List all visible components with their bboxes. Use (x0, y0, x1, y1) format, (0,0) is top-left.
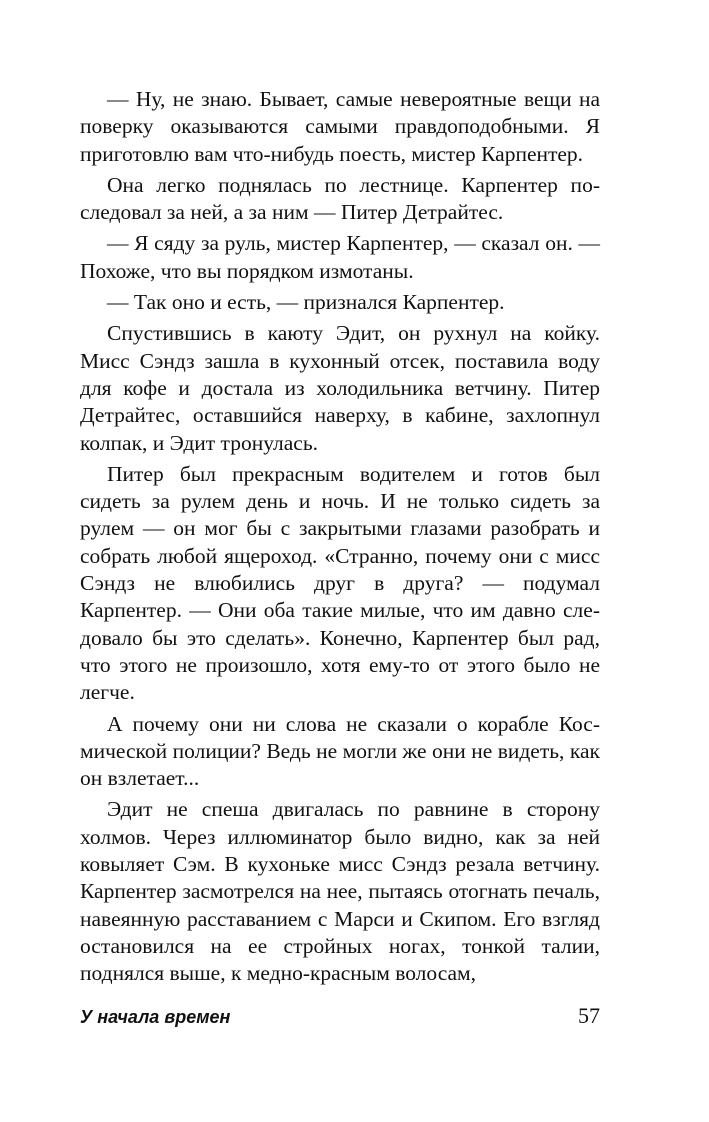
page-number: 57 (578, 1003, 600, 1028)
paragraph: — Ну, не знаю. Бывает, самые невероятные вещи на поверку оказываются самыми правдоподобными. Я приготовлю вам что-нибудь поесть, мистер Карпентер. (80, 87, 600, 166)
paragraph: — Так оно и есть, — признался Карпентер. (107, 290, 505, 315)
body-text (80, 86, 600, 992)
page-footer (80, 1003, 600, 1029)
paragraph: А почему они ни слова не сказали о корабле Космической полиции? Ведь не могли же они не видеть, как он взлетает... (80, 711, 600, 791)
paragraph: Спустившись в каюту Эдит, он рухнул на койку. Мисс Сэндз зашла в кухонный отсек, поставила воду для кофе и достала из холодильника ветчину. Питер Детрайтес, оставшийся наверху, в кабине, захлопнул колпак, и Эдит тронулась. (80, 321, 600, 455)
paragraph: Питер был прекрасным водителем и готов был сидеть за рулем день и ночь. И не только сидеть за рулем — он мог бы с закрытыми глазами разобрать и собрать любой ящероход. «Странно, почему они с мисс Сэндз не влюбились друг в друга? — подумал Карпентер. — Они оба такие милые, что им давно следовало бы это сделать». Конечно, Карпентер был рад, что этого не произошло, хотя ему-то от этого было не легче. (80, 461, 600, 705)
paragraph: Она легко поднялась по лестнице. Карпентер последовал за ней, а за ним — Питер Детрайтес. (80, 172, 600, 225)
paragraph: Эдит не спеша двигалась по равнине в сторону холмов. Через иллюминатор было видно, как за ней ковыляет Сэм. В кухоньке мисс Сэндз резала ветчину. Карпентер засмотрелся на нее, пытаясь отогнать печаль, навеянную расставанием с Марси и Скипом. Его взгляд остановился на ее стройных ногах, тонкой талии, поднялся выше, к медно-красным волосам, (80, 797, 600, 986)
running-title: У начала времен (80, 1007, 231, 1027)
paragraph: — Я сяду за руль, мистер Карпентер, — сказал он. — Похоже, что вы порядком измотаны. (80, 231, 600, 283)
